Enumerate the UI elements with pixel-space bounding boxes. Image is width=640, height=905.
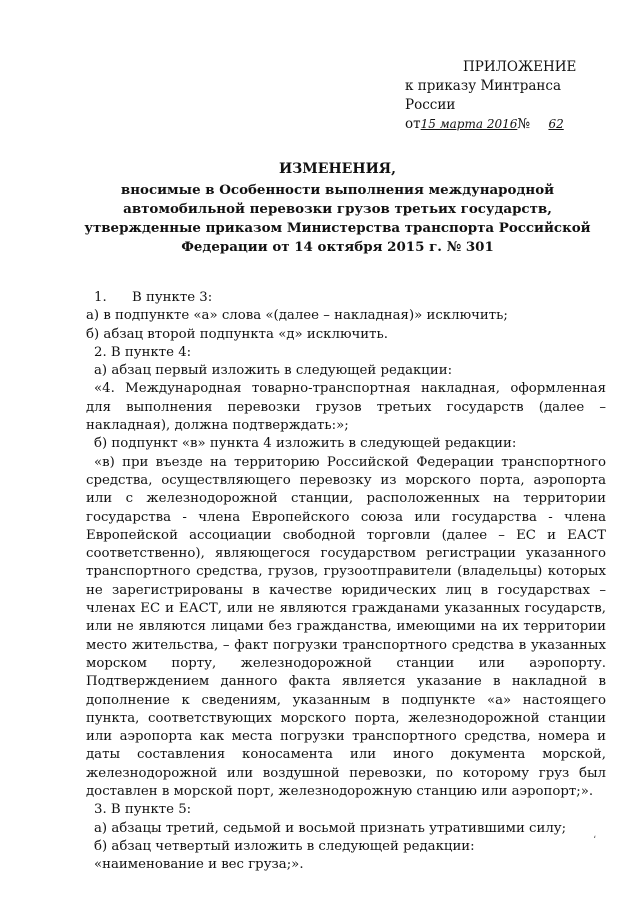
appendix-block: [405, 58, 615, 134]
appendix-date-line: [405, 115, 615, 134]
paragraph-3b-quote: «наименование и вес груза;».: [94, 857, 304, 873]
paragraph-1b: б) абзац второй подпункта «д» исключить.: [86, 326, 388, 342]
paragraph-2a-quote: «4. Международная товарно-транспортная накладная, оформленная для выполнения перевозки грузов третьих государств (далее – накладная), должна подтверждать:»;: [86, 381, 606, 434]
item-3: 3. В пункте 5:: [94, 802, 192, 818]
item-1-number: 1.: [94, 290, 107, 305]
appendix-date-prefix: от: [405, 116, 421, 132]
appendix-order-line: к приказу Минтранса России: [405, 78, 562, 113]
paragraph-2b: б) подпункт «в» пункта 4 изложить в следующей редакции:: [94, 436, 517, 452]
stray-scan-mark: ،: [593, 830, 597, 841]
paragraph-3a: а) абзацы третий, седьмой и восьмой признать утратившими силу;: [94, 820, 567, 836]
document-body: [86, 289, 606, 875]
appendix-title: ПРИЛОЖЕНИЕ: [463, 59, 577, 75]
paragraph-2b-quote: «в) при въезде на территорию Российской Федерации транспортного средства, осуществляющего перевозку из морского порта, аэропорта или с железнодорожной станции, расположенных на территории государства - члена Европейского союза или государства - члена Европейской ассоциации свободной торговли (далее – ЕС и ЕАСТ соответственно), являющегося государством регистрации указанного транспортного средства, грузов, грузоотправители (владельцы) которых не зарегистрированы в качестве юридических лиц в государствах – членах ЕС и ЕАСТ, или не являются гражданами указанных государств, или не являются лицами без гражданства, имеющими на их территории место жительства, – факт погрузки транспортного средства в указанных морском порту, железнодорожной станции или аэропорту. Подтверждением данного факта является указание в накладной в дополнение к сведениям, указанным в подпункте «а» настоящего пункта, соответствующих морского порта, железнодорожной станции или аэропорта как места погрузки транспортного средства, номера и даты составления коносамента или иного документа морской, железнодорожной или воздушной перевозки, по которому груз был доставлен в морской порт, железнодорожную станцию или аэропорт;».: [86, 454, 606, 800]
handwritten-number: 62: [548, 117, 564, 131]
heading-subtitle: вносимые в Особенности выполнения международной автомобильной перевозки грузов третьих государств, утвержденные приказом Министерства транспорта Российской Федерации от 14 октября 2015 г. № 301: [84, 182, 591, 255]
paragraph-1a: а) в подпункте «а» слова «(далее – накладная)» исключить;: [86, 308, 508, 324]
heading-title: ИЗМЕНЕНИЯ,: [278, 161, 397, 177]
document-heading: [70, 160, 605, 257]
item-1: [86, 289, 606, 307]
handwritten-date: 15 марта 2016: [420, 117, 518, 131]
number-sign: №: [517, 116, 531, 132]
paragraph-2a: а) абзац первый изложить в следующей редакции:: [94, 363, 453, 379]
item-2: 2. В пункте 4:: [94, 344, 192, 360]
item-1-text: В пункте 3:: [132, 290, 213, 305]
paragraph-3b: б) абзац четвертый изложить в следующей редакции:: [94, 838, 475, 854]
